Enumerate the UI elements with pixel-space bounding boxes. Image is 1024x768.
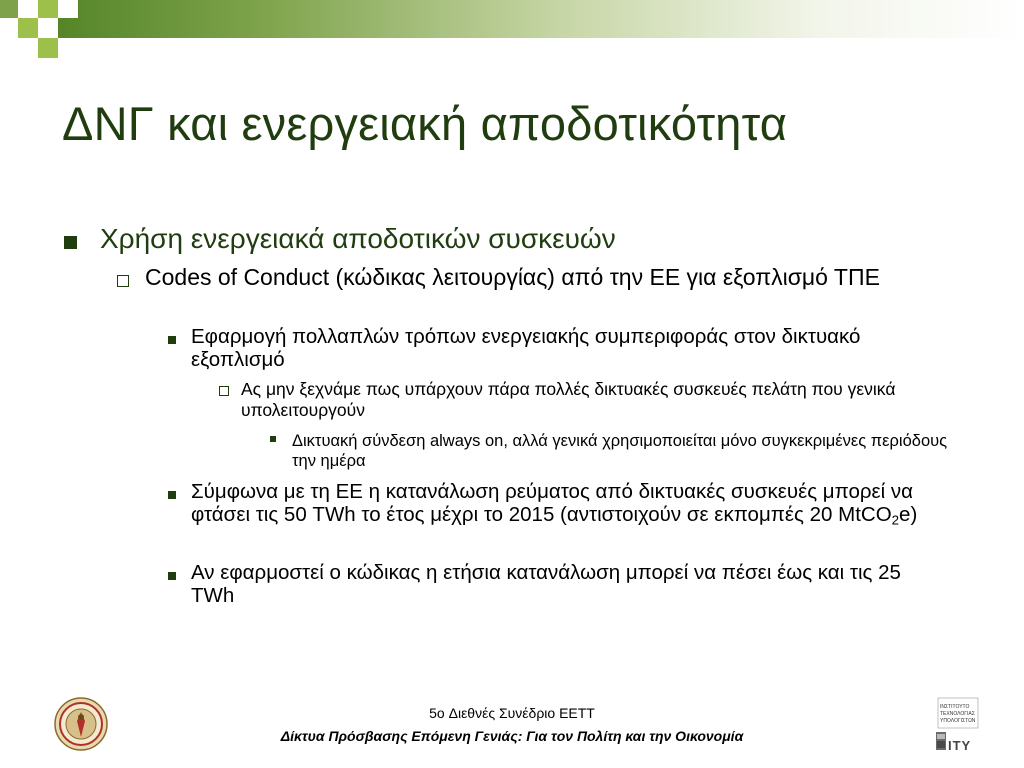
bullet-level2: Codes of Conduct (κώδικας λειτουργίας) από την ΕΕ για εξοπλισμό ΤΠΕ [145,264,880,290]
slide-title: ΔΝΓ και ενεργειακή αποδοτικότητα [62,97,788,150]
logo-text-line: ΤΕΧΝΟΛΟΓΙΑΣ [940,711,975,717]
header-square [38,0,58,18]
bullet-square-hollow [117,275,129,287]
bullet-text: Σύμφωνα με τη ΕΕ η κατανάλωση ρεύματος από δικτυακές συσκευές μπορεί να φτάσει τις 50 TWh το έτος μέχρι το 2015 (αντιστοιχούν σε εκπομπές 20 MtCO [191,480,914,526]
footer-conference: 5o Διεθνές Συνέδριο ΕΕΤΤ [429,705,595,721]
bullet-level3 [191,480,931,531]
bullet-square-small [168,336,176,344]
logo-text-line: ΥΠΟΛΟΓΙΣΤΩΝ [940,718,976,724]
header-square [38,38,58,58]
header-square [0,18,18,38]
subscript: 2 [891,512,900,528]
bullet-level3: Αν εφαρμοστεί ο κώδικας η ετήσια κατανάλωση μπορεί να πέσει έως και τις 25 TWh [191,561,901,607]
bullet-level3: Εφαρμογή πολλαπλών τρόπων ενεργειακής συμπεριφοράς στον δικτυακό εξοπλισμό [191,325,861,371]
header-square [18,0,38,20]
bullet-text: e) [899,503,918,526]
bullet-square-filled [64,236,77,249]
header-square [0,38,18,58]
footer-subtitle: Δίκτυα Πρόσβασης Επόμενη Γενιάς: Για τον Πολίτη και την Οικονομία [280,728,744,744]
header-square [58,0,78,18]
bullet-level1: Χρήση ενεργειακά αποδοτικών συσκευών [100,223,616,254]
header-square [0,0,18,18]
logo-text-line: ΙΝΣΤΙΤΟΥΤΟ [940,704,970,710]
bullet-square-small [168,491,176,499]
header-gradient-bar [0,0,1024,38]
bullet-square-tiny [270,436,276,442]
bullet-square-hollow-small [219,386,229,396]
header-square [38,18,58,38]
bullet-square-small [168,572,176,580]
ity-institute-logo [934,696,982,756]
bullet-level5: Δικτυακή σύνδεση always on, αλλά γενικά χρησιμοποιείται μόνο συγκεκριμένες περιόδους την ημέρα [292,432,948,470]
header-square [18,18,38,38]
logo-mark: ITY [948,738,972,753]
bullet-level4: Ας μην ξεχνάμε πως υπάρχουν πάρα πολλές δικτυακές συσκευές πελάτη που γενικά υπολειτουργούν [241,379,896,420]
university-seal-logo [54,697,108,751]
